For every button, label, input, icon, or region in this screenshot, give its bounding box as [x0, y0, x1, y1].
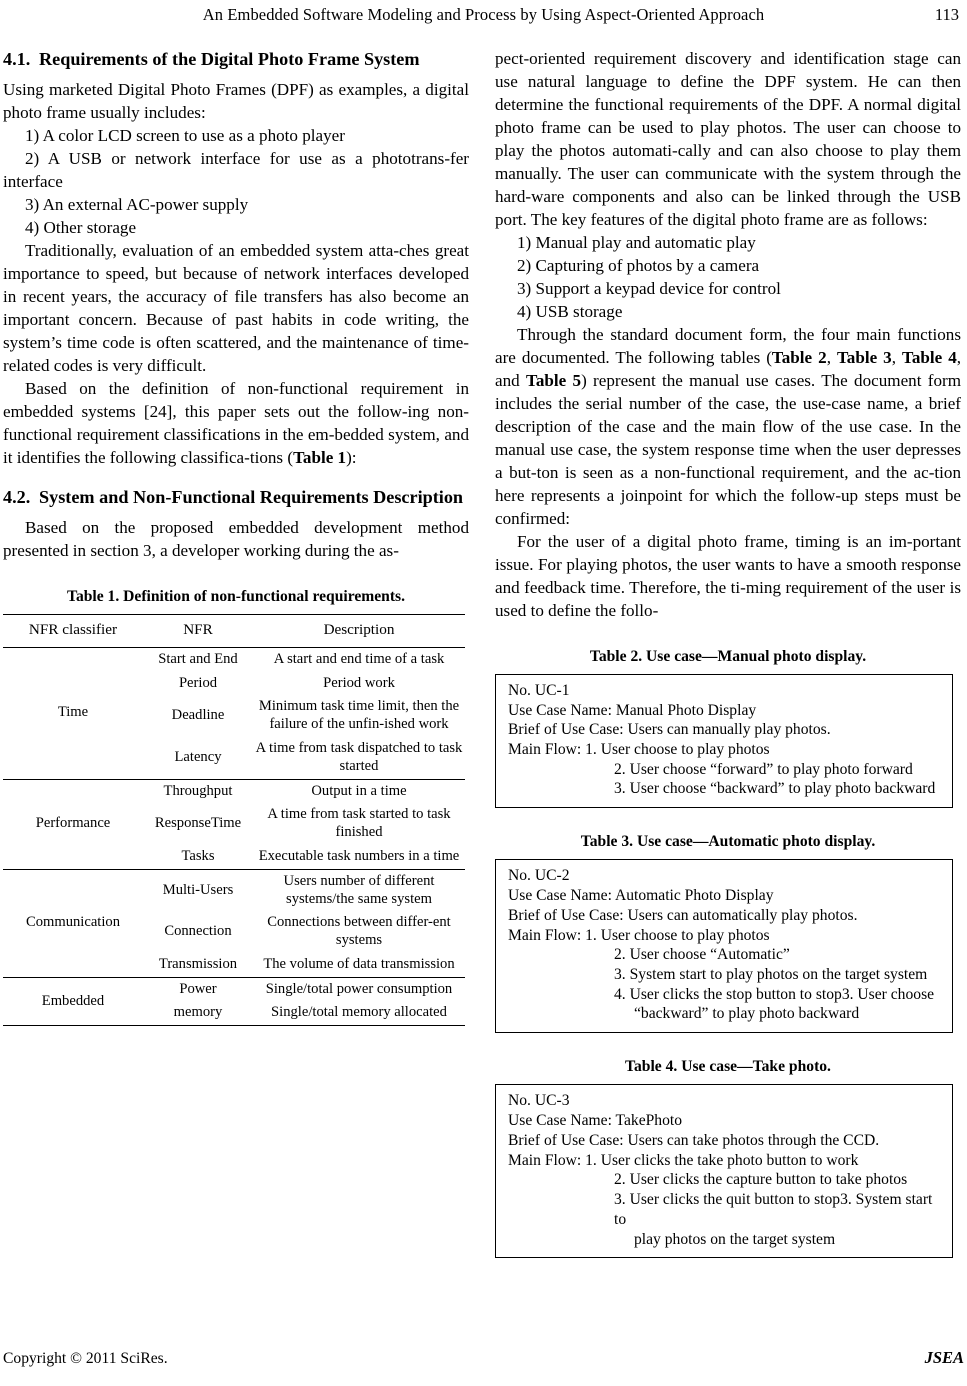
table-1-nfr: Transmission	[158, 955, 238, 972]
table-3-box	[495, 859, 953, 1033]
table-1-desc: A time from task dispatched to task started	[255, 739, 463, 774]
table-4-use-case-name: Use Case Name: TakePhoto	[508, 1112, 683, 1130]
table-1-desc: Executable task numbers in a time	[258, 847, 460, 864]
table-1-header-row	[3, 615, 465, 648]
table-4-step-3: 3. User clicks the quit button to stop3. System start to	[614, 1191, 937, 1228]
table-3-brief: Brief of Use Case: Users can automatically play photos.	[508, 906, 858, 924]
table-2-step-3: 3. User choose “backward” to play photo backward	[614, 780, 936, 798]
table-2-step-2: 2. User choose “forward” to play photo forward	[614, 760, 913, 778]
table-3-step-4-continuation: “backward” to play photo backward	[634, 1005, 860, 1023]
table-1-reference: Table 1	[293, 447, 347, 467]
page-number: 113	[934, 5, 959, 24]
table-1-nfr: Multi-Users	[143, 869, 253, 911]
table-1-head	[3, 615, 465, 648]
table-2-reference: Table 2	[771, 347, 827, 367]
table-3-caption: Table 3. Use case—Automatic photo display.	[580, 833, 876, 851]
heading-4-2-number: 4.2.	[3, 486, 31, 507]
right-paragraph-3: For the user of a digital photo frame, timing is an im-portant issue. For playing photos, the user wants to have a smooth response and feedback time. Therefore, the ti-ming requirement of the user is used to define the follo-	[495, 531, 961, 620]
left-paragraph-3-post: ):	[346, 447, 357, 467]
table-2-main-flow: Main Flow: 1. User choose to play photos	[508, 741, 770, 759]
table-1-desc: The volume of data transmission	[263, 955, 455, 972]
right-paragraph-1: pect-oriented requirement discovery and identification stage can use natural language to define the DPF system. He can then determine the functional requirements of the DPF. A normal digital photo frame can be used to play photos. The user can choose to play the photos automati-cally and can also choose to play them manually. The user can communicate with the system through the hard-ware components and also can be linked through the USB port. The key features of the digital photo frame are as follows:	[495, 49, 961, 229]
table-row	[3, 779, 465, 803]
table-1-col-header-0: NFR classifier	[3, 615, 143, 648]
table-4-brief: Brief of Use Case: Users can take photos through the CCD.	[508, 1131, 880, 1149]
running-head-title: An Embedded Software Modeling and Process by Using Aspect-Oriented Approach	[202, 5, 765, 24]
copyright-notice: Copyright © 2011 SciRes.	[3, 1350, 168, 1367]
right-paragraph-2-post: ) represent the manual use cases. The document form includes the serial number of the case, the use-case name, a brief description of the case and the main flow of the use case. In the manual use case, the system response time when the user depresses a but-ton is seen as a non-functional requirement, and the ac-tion here represents a joinpoint for which the follow-up steps must be confirmed:	[495, 370, 961, 528]
table-3-step-4: 4. User clicks the stop button to stop3. User choose	[614, 985, 935, 1003]
table-1-classifier-performance: Performance	[3, 779, 143, 869]
heading-4-1-title: Requirements of the Digital Photo Frame System	[39, 49, 420, 69]
table-1-desc: Period work	[323, 674, 395, 691]
table-1-nfr: ResponseTime	[154, 815, 242, 832]
heading-4-2-title: System and Non-Functional Requirements Description	[39, 486, 464, 507]
heading-section-4-1	[3, 48, 469, 71]
right-list-item-1: 1) Manual play and automatic play	[517, 232, 756, 252]
table-2-box	[495, 674, 953, 808]
table-3-use-case-name: Use Case Name: Automatic Photo Display	[508, 887, 774, 905]
right-paragraph-2	[495, 324, 961, 531]
right-paragraph-2-pre: Through the standard document form, the four main functions are documented. The following tables (	[495, 324, 961, 367]
table-4-step-2: 2. User clicks the capture button to take photos	[614, 1171, 908, 1189]
left-paragraph-3-pre: Based on the definition of non-functional requirement in embedded systems [24], this paper sets out the follow-ing non-functional requirement classifications in the em-bedded system, and it identifies the following classifica-tions (	[3, 378, 469, 467]
left-list-item-2: 2) A USB or network interface for use as a phototrans-fer interface	[3, 149, 469, 192]
left-column	[3, 48, 469, 1258]
table-3-main-flow: Main Flow: 1. User choose to play photos	[508, 926, 770, 944]
table-1-nfr: Power	[143, 977, 253, 1001]
left-paragraph-4: Based on the proposed embedded development method presented in section 3, a developer working during the as-	[3, 517, 469, 560]
table-1-classifier-communication: Communication	[3, 869, 143, 977]
right-column	[495, 48, 961, 1258]
table-1-desc: Single/total power consumption	[253, 977, 465, 1001]
table-1-nfr: Period	[178, 674, 218, 691]
right-list-item-4: 4) USB storage	[517, 301, 623, 321]
table-1-classifier-time: Time	[3, 647, 143, 779]
table-4-no: No. UC-3	[508, 1092, 570, 1110]
right-list-item-2: 2) Capturing of photos by a camera	[517, 255, 760, 275]
table-3-no: No. UC-2	[508, 867, 570, 885]
table-2-brief: Brief of Use Case: Users can manually play photos.	[508, 721, 831, 739]
table-1-nfr: Throughput	[143, 779, 253, 803]
right-list-item-3: 3) Support a keypad device for control	[517, 278, 781, 298]
table-1-nfr: Deadline	[171, 707, 225, 724]
table-1-classifier-embedded: Embedded	[3, 977, 143, 1026]
table-1-nfr: Latency	[174, 748, 222, 765]
table-5-reference: Table 5	[525, 370, 582, 390]
left-list-item-3: 3) An external AC-power supply	[25, 195, 249, 215]
left-paragraph-1: Using marketed Digital Photo Frames (DPF) as examples, a digital photo frame usually includes:	[3, 80, 469, 123]
table-4-step-3-continuation: play photos on the target system	[634, 1230, 836, 1248]
table-1-desc: Output in a time	[253, 779, 465, 803]
sep-2: ,	[891, 347, 902, 367]
table-row	[3, 977, 465, 1001]
table-1-desc: Connections between differ-ent systems	[267, 914, 451, 949]
table-1-col-header-1: NFR	[143, 615, 253, 648]
running-head	[3, 0, 964, 30]
table-1-caption: Table 1. Definition of non-functional requirements.	[66, 587, 406, 605]
left-paragraph-2: Traditionally, evaluation of an embedded system atta-ches great importance to speed, but because of network interfaces developed in recent years, the accuracy of file transfers has also become an important concern. Because of past habits in code writing, the system’s time code is often scattered, and the maintenance of time-related codes is very difficult.	[3, 241, 469, 375]
table-1	[3, 614, 465, 1026]
table-1-nfr: Start and End	[143, 647, 253, 671]
table-3-step-2: 2. User choose “Automatic”	[614, 946, 790, 964]
table-1-desc: A start and end time of a task	[253, 647, 465, 671]
table-4-main-flow: Main Flow: 1. User clicks the take photo button to work	[508, 1151, 859, 1169]
table-2-caption: Table 2. Use case—Manual photo display.	[589, 647, 867, 665]
page-footer	[3, 1348, 964, 1368]
table-3-reference: Table 3	[836, 347, 892, 367]
table-row	[3, 869, 465, 911]
table-4-box	[495, 1084, 953, 1258]
table-3-step-3: 3. System start to play photos on the target system	[614, 966, 928, 984]
sep-3: , and	[495, 347, 962, 390]
journal-abbreviation: JSEA	[924, 1348, 964, 1367]
table-1-desc: A time from task started to task finished	[267, 806, 451, 841]
table-1-desc: Minimum task time limit, then the failure of the unfin-ished work	[258, 698, 460, 733]
table-4-reference: Table 4	[901, 347, 957, 367]
table-1-col-header-2: Description	[253, 615, 465, 648]
heading-4-1-number: 4.1.	[3, 49, 31, 69]
table-2-no: No. UC-1	[508, 681, 570, 699]
heading-section-4-2	[3, 486, 469, 509]
left-list-item-4: 4) Other storage	[25, 218, 137, 238]
table-4-caption: Table 4. Use case—Take photo.	[625, 1058, 831, 1076]
table-2-use-case-name: Use Case Name: Manual Photo Display	[508, 701, 757, 719]
table-row	[3, 647, 465, 671]
left-paragraph-3	[3, 378, 469, 470]
table-1-nfr: Connection	[164, 923, 232, 940]
table-1-desc: Single/total memory allocated	[253, 1001, 465, 1025]
table-1-nfr: memory	[143, 1001, 253, 1025]
table-1-nfr: Tasks	[181, 847, 215, 864]
two-column-body	[3, 48, 964, 1258]
table-1-desc: Users number of different systems/the same system	[253, 869, 465, 911]
left-list-item-1: 1) A color LCD screen to use as a photo player	[25, 126, 345, 146]
sep-1: ,	[826, 347, 837, 367]
table-1-body	[3, 647, 465, 1026]
